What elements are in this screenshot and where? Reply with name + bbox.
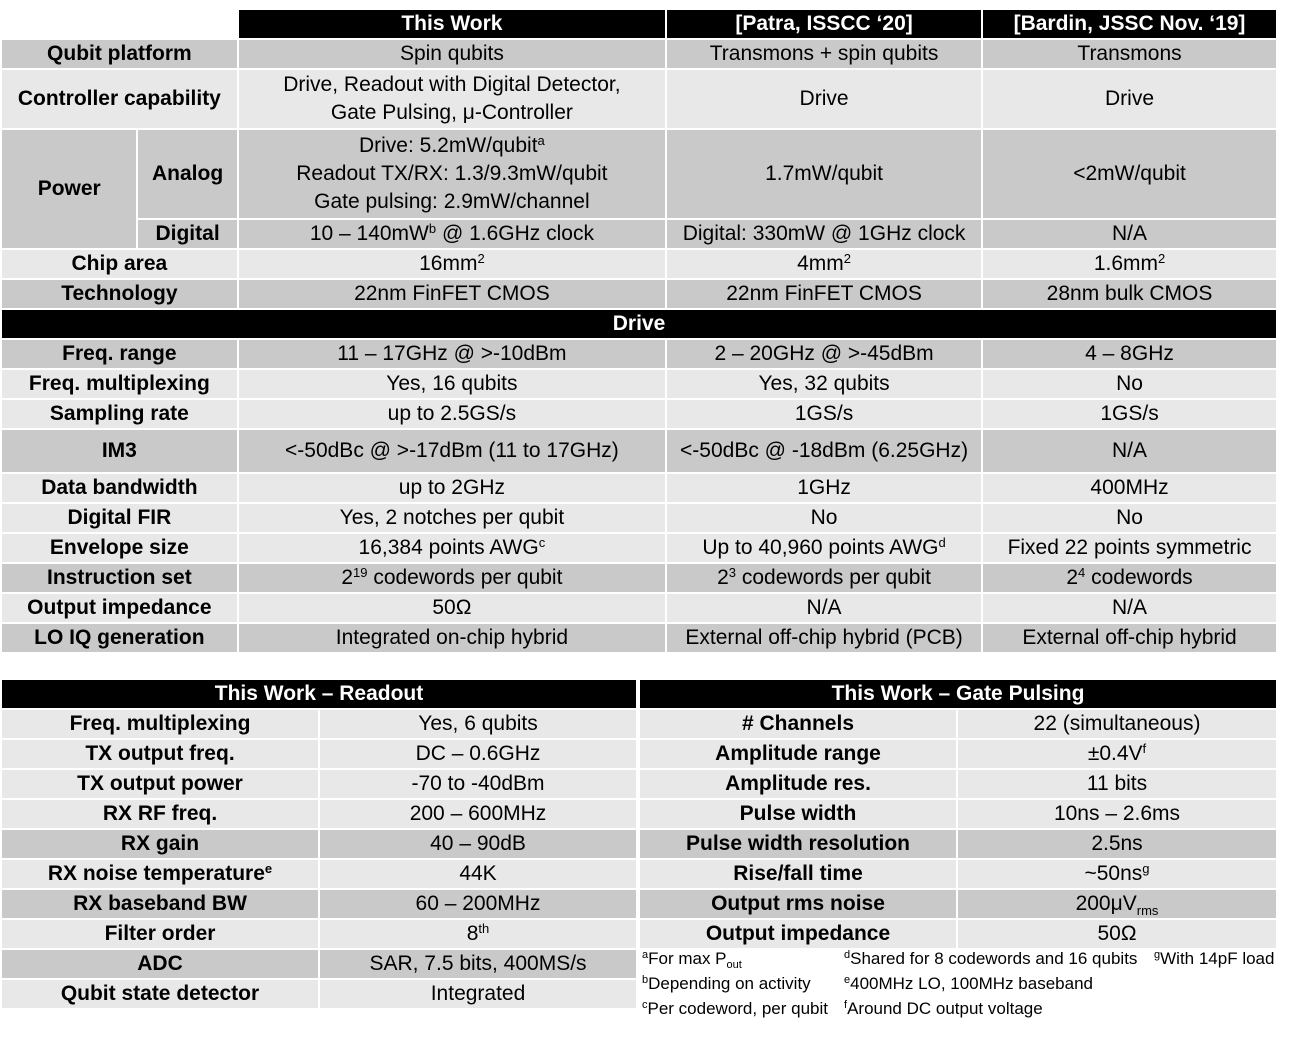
row-label: RX gain: [2, 830, 318, 858]
cell-patra: 2 – 20GHz @ >-45dBm: [667, 340, 981, 368]
cell-bardin: N/A: [983, 430, 1276, 472]
row-qubit-platform: [2, 40, 1276, 68]
cell-text: Up to 40,960 points AWG: [702, 536, 939, 559]
cell-patra: Digital: 330mW @ 1GHz clock: [667, 220, 981, 248]
cell-bardin: Transmons: [983, 40, 1276, 68]
cell-this-work: Yes, 16 qubits: [239, 370, 665, 398]
cell-text: codewords: [1085, 566, 1193, 589]
row-label: Chip area: [2, 250, 237, 278]
cell-line: Readout TX/RX: 1.3/9.3mW/qubit: [296, 162, 608, 185]
cell-text: 10 – 140mW: [309, 222, 429, 245]
row-label: Pulse width: [640, 800, 956, 828]
cell-this-work: Yes, 2 notches per qubit: [239, 504, 665, 532]
footnotes: [640, 948, 1290, 1028]
footnote-d: [844, 948, 1137, 970]
cell-text: 2: [717, 566, 729, 589]
footnote-mark: d: [938, 535, 946, 550]
cell-text: 1.6mm: [1093, 252, 1158, 275]
cell-bardin: External off-chip hybrid: [983, 624, 1276, 652]
value-text: ±0.4V: [1087, 742, 1143, 765]
row-label: LO IQ generation: [2, 624, 237, 652]
superscript: 2: [843, 251, 851, 266]
footnote-mark: a: [537, 133, 545, 148]
cell-text: 2: [1066, 566, 1079, 589]
row-label: [2, 860, 318, 888]
cell-text: 4mm: [797, 252, 844, 275]
superscript: 2: [1158, 251, 1166, 266]
row-label: Sampling rate: [2, 400, 237, 428]
table-row: [2, 770, 636, 798]
table-row: [640, 830, 1276, 858]
table-row: [640, 740, 1276, 768]
row-technology: [2, 280, 1276, 308]
row-value: 40 – 90dB: [320, 830, 636, 858]
footnote-f: [844, 998, 1043, 1020]
row-label: Amplitude range: [640, 740, 956, 768]
row-value: [958, 860, 1276, 888]
row-label: IM3: [2, 430, 237, 472]
header-this-work: This Work: [239, 10, 665, 38]
footnote-c: [642, 998, 828, 1020]
cell-patra: [667, 250, 981, 278]
footnote-text: Around DC output voltage: [847, 999, 1043, 1018]
footnote-g: [1154, 948, 1274, 970]
footnote-mark: a: [642, 949, 649, 961]
drive-section-header: Drive: [2, 310, 1276, 338]
readout-table: [0, 678, 638, 1010]
row-value: [320, 920, 636, 948]
cell-bardin: 4 – 8GHz: [983, 340, 1276, 368]
cell-patra: [667, 534, 981, 562]
row-value: SAR, 7.5 bits, 400MS/s: [320, 950, 636, 978]
cell-bardin: Fixed 22 points symmetric: [983, 534, 1276, 562]
row-value: [958, 890, 1276, 918]
cell-bardin: No: [983, 370, 1276, 398]
cell-text: codewords per qubit: [367, 566, 563, 589]
superscript: th: [478, 921, 490, 936]
footnote-mark: b: [428, 221, 437, 236]
row-label: Output rms noise: [640, 890, 956, 918]
cell-patra: [667, 564, 981, 592]
footnote-mark: g: [1154, 949, 1161, 961]
cell-patra: Transmons + spin qubits: [667, 40, 981, 68]
cell-line: Gate pulsing: 2.9mW/channel: [314, 190, 590, 213]
value-text: 200μV: [1075, 892, 1137, 915]
cell-bardin: No: [983, 504, 1276, 532]
row-label: # Channels: [640, 710, 956, 738]
header-bardin: [Bardin, JSSC Nov. ‘19]: [983, 10, 1276, 38]
table-row: [2, 980, 636, 1008]
row-label: Pulse width resolution: [640, 830, 956, 858]
row-label: Controller capability: [2, 70, 237, 128]
table-row: [2, 920, 636, 948]
cell-patra: 1GHz: [667, 474, 981, 502]
table-row: [640, 890, 1276, 918]
cell-bardin: 28nm bulk CMOS: [983, 280, 1276, 308]
cell-line: Drive, Readout with Digital Detector,: [283, 73, 621, 96]
row-value: DC – 0.6GHz: [320, 740, 636, 768]
row-sampling-rate: [2, 400, 1276, 428]
row-chip-area: [2, 250, 1276, 278]
table-row: [2, 860, 636, 888]
row-label: Rise/fall time: [640, 860, 956, 888]
cell-line: Drive: 5.2mW/qubit: [358, 134, 538, 157]
value-text: ~50ns: [1084, 862, 1143, 885]
footnote-text: 400MHz LO, 100MHz baseband: [850, 974, 1093, 993]
row-label: Output impedance: [640, 920, 956, 948]
row-value: 60 – 200MHz: [320, 890, 636, 918]
power-label: Power: [2, 130, 136, 248]
footnote-text: For max P: [648, 949, 727, 968]
cell-this-work: [239, 564, 665, 592]
row-controller-capability: [2, 70, 1276, 128]
table-row: [640, 710, 1276, 738]
cell-this-work: [239, 220, 665, 248]
row-value: 22 (simultaneous): [958, 710, 1276, 738]
cell-bardin: N/A: [983, 594, 1276, 622]
row-label: Qubit platform: [2, 40, 237, 68]
subscript: out: [726, 959, 742, 971]
table-row: [640, 920, 1276, 948]
footnote-b: [642, 973, 811, 995]
footnote-mark: e: [264, 861, 273, 876]
footnote-mark: f: [1142, 741, 1147, 756]
cell-bardin: [983, 250, 1276, 278]
cell-patra: 1.7mW/qubit: [667, 130, 981, 218]
row-freq-range: [2, 340, 1276, 368]
superscript: 2: [477, 251, 485, 266]
row-envelope-size: [2, 534, 1276, 562]
cell-patra: No: [667, 504, 981, 532]
footnote-mark: b: [642, 974, 649, 986]
cell-text: 16mm: [419, 252, 478, 275]
table-row: [2, 740, 636, 768]
row-label: Technology: [2, 280, 237, 308]
row-label: Freq. multiplexing: [2, 710, 318, 738]
cell-patra: External off-chip hybrid (PCB): [667, 624, 981, 652]
cell-text: 2: [341, 566, 354, 589]
table-row: [2, 890, 636, 918]
digital-label: Digital: [138, 220, 236, 248]
footnote-text: Per codeword, per qubit: [647, 999, 828, 1018]
row-label: RX baseband BW: [2, 890, 318, 918]
cell-patra: Yes, 32 qubits: [667, 370, 981, 398]
cell-patra: <-50dBc @ -18dBm (6.25GHz): [667, 430, 981, 472]
footnote-mark: e: [844, 974, 851, 986]
cell-bardin: <2mW/qubit: [983, 130, 1276, 218]
cell-text: codewords per qubit: [736, 566, 931, 589]
row-value: -70 to -40dBm: [320, 770, 636, 798]
header-blank: [2, 10, 237, 38]
gate-pulsing-header: This Work – Gate Pulsing: [640, 680, 1276, 708]
readout-header: This Work – Readout: [2, 680, 636, 708]
row-freq-multiplexing: [2, 370, 1276, 398]
row-value: 2.5ns: [958, 830, 1276, 858]
row-lo-iq-generation: [2, 624, 1276, 652]
table-row: [640, 860, 1276, 888]
cell-bardin: 400MHz: [983, 474, 1276, 502]
comparison-table: [0, 8, 1278, 654]
row-digital-fir: [2, 504, 1276, 532]
cell-bardin: Drive: [983, 70, 1276, 128]
row-value: 200 – 600MHz: [320, 800, 636, 828]
cell-bardin: 1GS/s: [983, 400, 1276, 428]
row-im3: [2, 430, 1276, 472]
row-value: 11 bits: [958, 770, 1276, 798]
table-row: [2, 710, 636, 738]
footnote-text: Depending on activity: [648, 974, 811, 993]
row-label: TX output power: [2, 770, 318, 798]
footnote-text: With 14pF load: [1160, 949, 1275, 968]
row-data-bandwidth: [2, 474, 1276, 502]
row-label: Digital FIR: [2, 504, 237, 532]
table-row: [2, 950, 636, 978]
row-power-analog: [2, 130, 1276, 218]
row-value: 10ns – 2.6ms: [958, 800, 1276, 828]
cell-patra: Drive: [667, 70, 981, 128]
cell-bardin: [983, 564, 1276, 592]
cell-this-work: [239, 534, 665, 562]
superscript: 4: [1078, 565, 1086, 580]
row-label: Freq. range: [2, 340, 237, 368]
row-label: Instruction set: [2, 564, 237, 592]
row-label: Amplitude res.: [640, 770, 956, 798]
superscript: 3: [728, 565, 737, 580]
gate-pulsing-table: [638, 678, 1278, 950]
cell-this-work: Integrated on-chip hybrid: [239, 624, 665, 652]
cell-line: Gate Pulsing, μ-Controller: [330, 101, 573, 124]
superscript: 19: [353, 565, 368, 580]
cell-this-work: 11 – 17GHz @ >-10dBm: [239, 340, 665, 368]
table-row: [2, 800, 636, 828]
cell-this-work: 22nm FinFET CMOS: [239, 280, 665, 308]
cell-this-work: [239, 130, 665, 218]
table-row: [640, 800, 1276, 828]
row-output-impedance: [2, 594, 1276, 622]
cell-this-work: 50Ω: [239, 594, 665, 622]
cell-text: @ 1.6GHz clock: [436, 222, 594, 245]
cell-patra: 22nm FinFET CMOS: [667, 280, 981, 308]
table-row: [2, 830, 636, 858]
footnote-text: Shared for 8 codewords and 16 qubits: [850, 949, 1138, 968]
cell-text: 16,384 points AWG: [358, 536, 539, 559]
cell-this-work: [239, 250, 665, 278]
footnote-e: [844, 973, 1093, 995]
analog-label: Analog: [138, 130, 236, 218]
row-value: 44K: [320, 860, 636, 888]
header-patra: [Patra, ISSCC ‘20]: [667, 10, 981, 38]
footnote-a: [642, 948, 742, 970]
row-value: Integrated: [320, 980, 636, 1008]
footnote-mark: c: [642, 999, 648, 1011]
footnote-mark: f: [844, 999, 848, 1011]
cell-this-work: Spin qubits: [239, 40, 665, 68]
row-label: Freq. multiplexing: [2, 370, 237, 398]
cell-this-work: <-50dBc @ >-17dBm (11 to 17GHz): [239, 430, 665, 472]
value-text: 8: [466, 922, 479, 945]
row-label: Output impedance: [2, 594, 237, 622]
cell-patra: N/A: [667, 594, 981, 622]
row-value: Yes, 6 qubits: [320, 710, 636, 738]
row-label: RX RF freq.: [2, 800, 318, 828]
row-label: Data bandwidth: [2, 474, 237, 502]
cell-this-work: [239, 70, 665, 128]
cell-this-work: up to 2GHz: [239, 474, 665, 502]
row-label: TX output freq.: [2, 740, 318, 768]
row-power-digital: [2, 220, 1276, 248]
row-value: [958, 740, 1276, 768]
footnote-mark: c: [538, 535, 546, 550]
row-label: Filter order: [2, 920, 318, 948]
footnote-mark: g: [1142, 861, 1150, 876]
subscript: rms: [1136, 903, 1159, 918]
row-label: Qubit state detector: [2, 980, 318, 1008]
table-row: [640, 770, 1276, 798]
row-instruction-set: [2, 564, 1276, 592]
label-text: RX noise temperature: [47, 862, 265, 885]
footnote-mark: d: [844, 949, 851, 961]
cell-bardin: N/A: [983, 220, 1276, 248]
row-label: ADC: [2, 950, 318, 978]
row-value: 50Ω: [958, 920, 1276, 948]
cell-this-work: up to 2.5GS/s: [239, 400, 665, 428]
row-label: Envelope size: [2, 534, 237, 562]
cell-patra: 1GS/s: [667, 400, 981, 428]
